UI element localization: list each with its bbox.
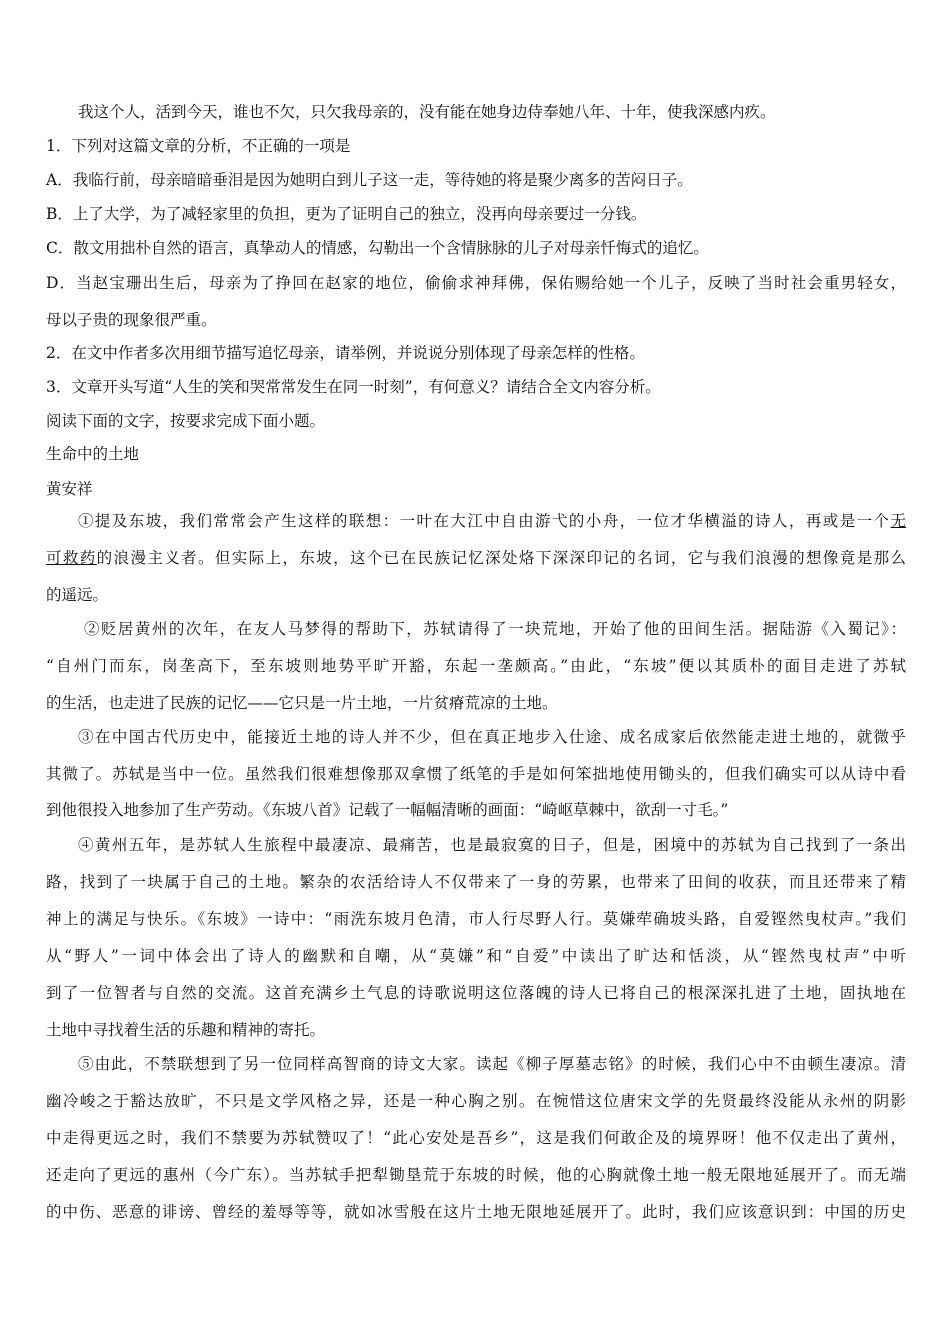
paragraph-3-line-1: ③在中国古代历史中，能接近土地的诗人并不少，但在真正地步入仕途、成名成家后依然能走进土地的，就微乎 (78, 728, 906, 746)
question-1-option-b: B．上了大学，为了减轻家里的负担，更为了证明自己的独立，没再向母亲要过一分钱。 (46, 205, 647, 223)
paragraph-1-line-2-text: 的浪漫主义者。但实际上，东坡，这个已在民族记忆深处烙下深深印记的名词，它与我们浪漫的想像竟是那么 (96, 549, 906, 567)
paragraph-3-line-2: 其微了。苏轼是当中一位。虽然我们很难想像那双拿惯了纸笔的手是如何笨拙地使用锄头的，但我们确实可以从诗中看 (46, 765, 906, 783)
previous-essay-closing-line: 我这个人，活到今天，谁也不欠，只欠我母亲的，没有能在她身边侍奉她八年、十年，使我深感内疚。 (78, 103, 776, 121)
paragraph-3-line-3: 到他很投入地参加了生产劳动。《东坡八首》记载了一幅幅清晰的画面：“崎岖草棘中，欲刮一寸毛。” (46, 801, 729, 819)
paragraph-4-line-5: 到了一位智者与自然的交流。这首充满乡土气息的诗歌说明这位落魄的诗人已将自己的根深深扎进了土地，固执地在 (46, 984, 906, 1002)
paragraph-1-line-1 (78, 511, 906, 531)
paragraph-2-line-1: ②贬居黄州的次年，在友人马梦得的帮助下，苏轼请得了一块荒地，开始了他的田间生活。据陆游《入蜀记》： (84, 620, 906, 638)
paragraph-5-line-2: 幽冷峻之于豁达放旷，不只是文学风格之异，还是一种心胸之别。在惋惜这位唐宋文学的先贤最终没能从永州的阴影 (46, 1092, 906, 1110)
paragraph-1-line-2 (46, 548, 906, 568)
paragraph-4-line-4: 从“野人”一词中体会出了诗人的幽默和自嘲，从“莫嫌”和“自爱”中读出了旷达和恬淡，从“铿然曳杖声”中听 (46, 947, 906, 965)
paragraph-4-line-1: ④黄州五年，是苏轼人生旅程中最凄凉、最痛苦，也是最寂寞的日子，但是，困境中的苏轼为自己找到了一条出 (78, 836, 906, 854)
question-1-option-c: C．散文用拙朴自然的语言，真挚动人的情感，勾勒出一个含情脉脉的儿子对母亲忏悔式的追忆。 (46, 239, 709, 257)
underlined-phrase-start: 无 (890, 512, 906, 530)
question-2: 2．在文中作者多次用细节描写追忆母亲，请举例，并说说分别体现了母亲怎样的性格。 (46, 344, 645, 362)
paragraph-5-line-4: 还走向了更远的惠州（今广东）。当苏轼手把犁锄垦荒于东坡的时候，他的心胸就像土地一般无限地延展开了。而无端 (46, 1166, 906, 1184)
question-1-stem: 1．下列对这篇文章的分析，不正确的一项是 (46, 137, 351, 155)
essay-author: 黄安祥 (46, 480, 93, 498)
paragraph-2-line-3: 的生活，也走进了民族的记忆——它只是一片土地，一片贫瘠荒凉的土地。 (46, 694, 558, 712)
paragraph-1-line-3: 的遥远。 (46, 586, 109, 604)
paragraph-2-line-2: “自州门而东，岗垄高下，至东坡则地势平旷开豁，东起一垄颇高。”由此，“东坡”便以其质朴的面目走进了苏轼 (46, 657, 906, 675)
essay-title: 生命中的土地 (46, 445, 140, 463)
question-1-option-d-line-2: 母以子贵的现象很严重。 (46, 311, 217, 329)
paragraph-4-line-3: 神上的满足与快乐。《东坡》一诗中：“雨洗东坡月色清，市人行尽野人行。莫嫌荦确坡头路，自爱铿然曳杖声。”我们 (46, 910, 906, 928)
paragraph-4-line-6: 土地中寻找着生活的乐趣和精神的寄托。 (46, 1021, 326, 1039)
reading-instruction: 阅读下面的文字，按要求完成下面小题。 (46, 412, 326, 430)
paragraph-5-line-3: 中走得更远之时，我们不禁要为苏轼赞叹了！“此心安处是吾乡”，这是我们何敢企及的境界呀！他不仅走出了黄州， (46, 1129, 906, 1147)
paragraph-5-line-1: ⑤由此，不禁联想到了另一位同样高智商的诗文大家。读起《柳子厚墓志铭》的时候，我们心中不由顿生凄凉。清 (78, 1055, 906, 1073)
question-3: 3．文章开头写道“人生的笑和哭常常发生在同一时刻”，有何意义？请结合全文内容分析。 (46, 378, 661, 396)
paragraph-5-line-5: 的中伤、恶意的诽谤、曾经的羞辱等等，就如冰雪般在这片土地无限地延展开了。此时，我们应该意识到：中国的历史 (46, 1203, 906, 1221)
paragraph-1-line-1-text: ①提及东坡，我们常常会产生这样的联想：一叶在大江中自由游弋的小舟，一位才华横溢的诗人，再或是一个 (78, 512, 891, 530)
paragraph-4-line-2: 路，找到了一块属于自己的土地。繁杂的农活给诗人不仅带来了一身的劳累，也带来了田间的收获，而且还带来了精 (46, 873, 906, 891)
question-1-option-a: A．我临行前，母亲暗暗垂泪是因为她明白到儿子这一走，等待她的将是聚少离多的苦闷日子。 (46, 171, 693, 189)
underlined-phrase-end: 可救药 (46, 549, 97, 567)
question-1-option-d-line-1: D．当赵宝珊出生后，母亲为了挣回在赵家的地位，偷偷求神拜佛，保佑赐给她一个儿子，反映了当时社会重男轻女， (46, 274, 906, 292)
